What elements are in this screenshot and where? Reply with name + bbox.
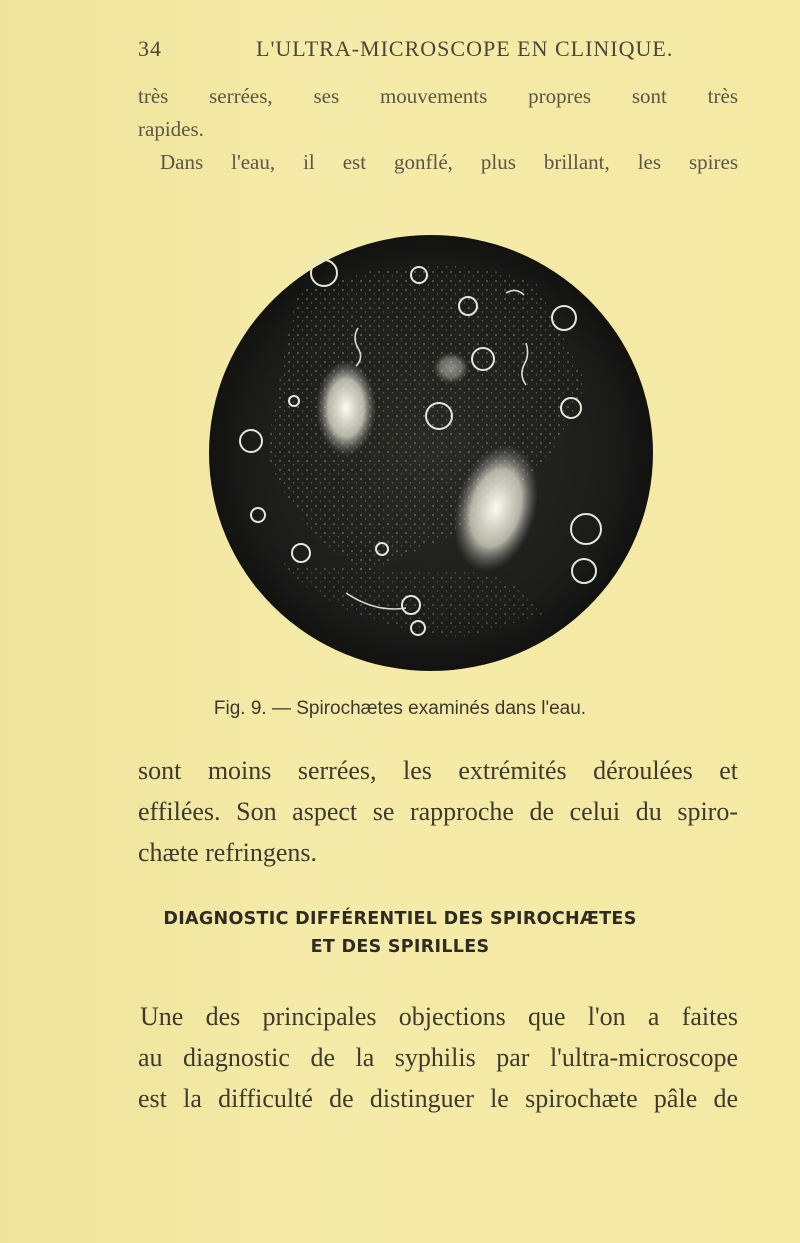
text-line: très serrées, ses mouvements propres sont très [138, 84, 738, 108]
mid-paragraph [138, 750, 738, 873]
running-title: L'ULTRA-MICROSCOPE EN CLINIQUE. [256, 36, 674, 61]
text-line: rapides. [138, 117, 204, 141]
bright-particle [316, 360, 376, 456]
page-number: 34 [138, 36, 162, 61]
top-paragraph [138, 80, 738, 179]
section-heading-line: ET DES SPIRILLES [310, 937, 490, 957]
text-line: au diagnostic de la syphilis par l'ultra-microscope [138, 1043, 738, 1072]
figure-caption: Fig. 9. — Spirochætes examinés dans l'eau. [213, 698, 587, 719]
text-line: sont moins serrées, les extrémités déroulées et [138, 756, 738, 785]
section-heading-line: DIAGNOSTIC DIFFÉRENTIEL DES SPIROCHÆTES [163, 909, 637, 929]
text-line: chæte refringens. [138, 838, 318, 867]
microscope-figure [206, 233, 656, 673]
bright-particle [433, 352, 469, 384]
text-line: est la difficulté de distinguer le spirochæte pâle de [138, 1084, 738, 1113]
text-line: effilées. Son aspect se rapproche de celui du spiro- [138, 797, 738, 826]
section-heading [0, 905, 800, 961]
text-line: Une des principales objections que l'on a faites [140, 1002, 738, 1031]
text-line: Dans l'eau, il est gonflé, plus brillant, les spires [160, 150, 738, 174]
bottom-paragraph [138, 996, 738, 1119]
